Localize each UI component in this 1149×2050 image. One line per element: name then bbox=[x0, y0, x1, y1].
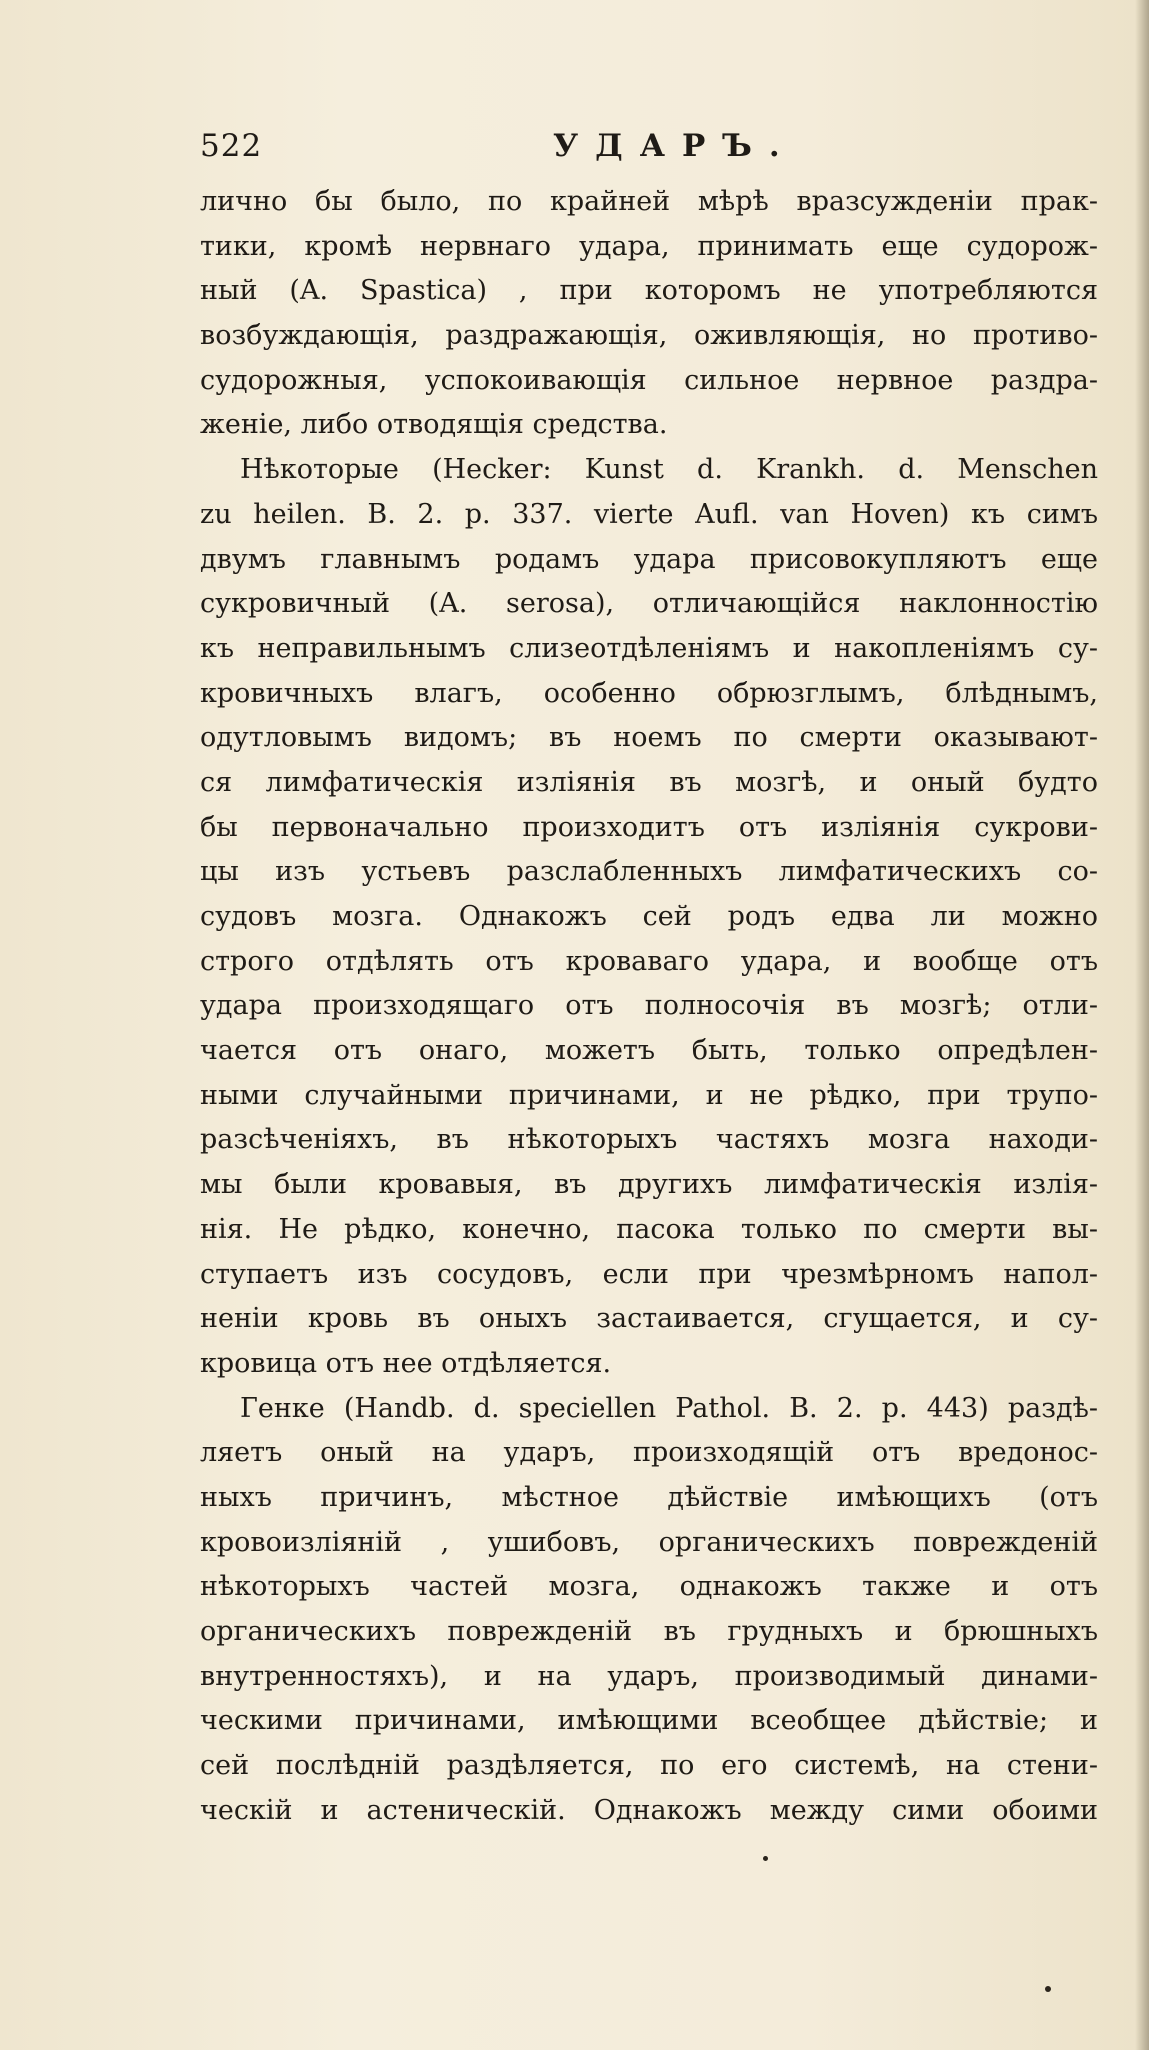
text-line: строго отдѣлять отъ кроваваго удара, и вообще отъ bbox=[200, 945, 1098, 977]
text-line: кровица отъ нее отдѣляется. bbox=[200, 1347, 612, 1379]
text-line: цы изъ устьевъ разслабленныхъ лимфатическихъ со- bbox=[200, 856, 1098, 888]
text-line: ненiи кровь въ оныхъ застаивается, сгущается, и су- bbox=[200, 1303, 1098, 1335]
text-line: ный (A. Spastica) , при которомъ не употребляются bbox=[200, 275, 1098, 307]
text-line: одутловымъ видомъ; въ ноемъ по смерти оказывают- bbox=[200, 722, 1098, 754]
text-line: нѣкоторыхъ частей мозга, однакожъ также и отъ bbox=[200, 1571, 1098, 1603]
text-line: судовъ мозга. Однакожъ сей родъ едва ли можно bbox=[200, 901, 1098, 932]
text-line: ческiй и астеническiй. Однакожъ между сими обоими bbox=[200, 1794, 1098, 1826]
text-line: zu heilen. B. 2. p. 337. vierte Aufl. van Hoven) къ симъ bbox=[200, 498, 1098, 530]
text-line: мы были кровавыя, въ другихъ лимфатическiя излiя- bbox=[200, 1169, 1098, 1201]
text-line: чается отъ онаго, можетъ быть, только опредѣлен- bbox=[200, 1035, 1098, 1067]
text-line: тики, кромѣ нервнаго удара, принимать еще судорож- bbox=[200, 230, 1098, 262]
paragraph-start: Нѣкоторые (Hecker: Kunst d. Krankh. d. Menschen bbox=[240, 454, 1098, 486]
page-edge-shadow bbox=[1135, 0, 1149, 2050]
text-line: сукровичный (A. serosa), отличающiйся наклонностiю bbox=[200, 588, 1098, 620]
text-line: нiя. Не рѣдко, конечно, пасока только по смерти вы- bbox=[200, 1213, 1098, 1245]
text-line: судорожныя, успокоивающiя сильное нервное раздра- bbox=[200, 364, 1098, 396]
text-line: кровоизлiянiй , ушибовъ, органическихъ поврежденiй bbox=[200, 1526, 1098, 1558]
text-line: ческими причинами, имѣющими всеобщее дѣйствiе; и bbox=[200, 1705, 1098, 1737]
text-line: органическихъ поврежденiй въ грудныхъ и брюшныхъ bbox=[200, 1616, 1098, 1647]
text-line: къ неправильнымъ слизеотдѣленiямъ и накопленiямъ су- bbox=[200, 632, 1098, 664]
body-text bbox=[200, 180, 1098, 1833]
text-line: ными случайными причинами, и не рѣдко, при трупо- bbox=[200, 1079, 1098, 1111]
page-number: 522 bbox=[200, 128, 263, 164]
text-line: бы первоначально произходитъ отъ излiянiя сукрови- bbox=[200, 811, 1098, 843]
text-line: кровичныхъ влагъ, особенно обрюзглымъ, блѣднымъ, bbox=[200, 677, 1098, 709]
text-line: ся лимфатическiя излiянiя въ мозгѣ, и оный будто bbox=[200, 766, 1098, 798]
text-line: ляетъ оный на ударъ, произходящiй отъ вредонос- bbox=[200, 1437, 1098, 1469]
text-line: внутренностяхъ), и на ударъ, производимый динами- bbox=[200, 1660, 1098, 1692]
text-line: ныхъ причинъ, мѣстное дѣйствiе имѣющихъ (отъ bbox=[200, 1481, 1098, 1513]
text-line: разсѣченiяхъ, въ нѣкоторыхъ частяхъ мозга находи- bbox=[200, 1124, 1098, 1156]
text-line: женiе, либо отводящiя средства. bbox=[200, 409, 668, 441]
text-line: лично бы было, по крайней мѣрѣ вразсужденiи прак- bbox=[200, 186, 1098, 217]
ink-speck bbox=[1045, 1986, 1051, 1992]
text-line: сей послѣднiй раздѣляется, по его системѣ, на стени- bbox=[200, 1750, 1098, 1782]
ink-speck bbox=[763, 1856, 768, 1861]
text-line: удара произходящаго отъ полносочiя въ мозгѣ; отли- bbox=[200, 990, 1098, 1022]
text-line: возбуждающiя, раздражающiя, оживляющiя, но противо- bbox=[200, 320, 1098, 352]
running-title: УДАРЪ. bbox=[553, 128, 797, 164]
text-line: двумъ главнымъ родамъ удара присовокупляютъ еще bbox=[200, 543, 1098, 575]
page-header bbox=[200, 128, 1080, 168]
text-line: ступаетъ изъ сосудовъ, если при чрезмѣрномъ напол- bbox=[200, 1258, 1098, 1290]
paragraph-start: Генке (Handb. d. speciellen Pathol. B. 2. p. 443) раздѣ- bbox=[240, 1392, 1098, 1424]
